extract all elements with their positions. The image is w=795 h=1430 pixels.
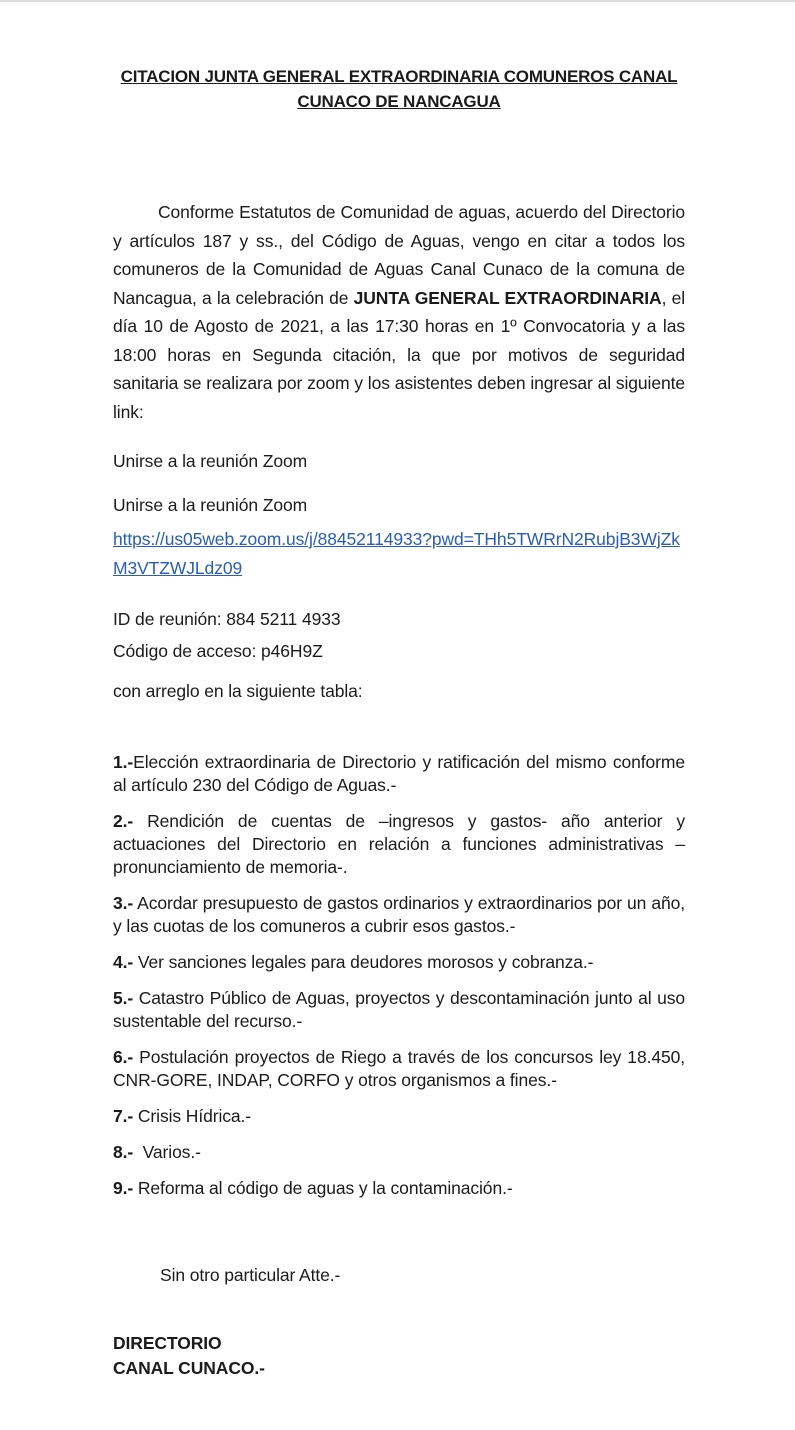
agenda-item-2 [113,810,685,879]
zoom-meeting-link[interactable]: https://us05web.zoom.us/j/88452114933?pwd=THh5TWRrN2RubjB3WjZkM3VTZWJLdz09 [113,529,680,578]
agenda-item-9 [113,1177,685,1200]
intro-text-before: Conforme Estatutos de Comunidad de aguas, acuerdo del Directorio y artículos 187 y ss., del Código de Aguas, vengo en citar a todos los comuneros de la Comunidad de Aguas Canal Cunaco de la comuna de Nancagua, a la celebración de [113,202,685,308]
agenda-item-number: 3.- [113,893,134,913]
intro-bold-phrase: JUNTA GENERAL EXTRAORDINARIA [353,287,662,308]
title-line-1: CITACION JUNTA GENERAL EXTRAORDINARIA COMUNEROS CANAL [120,67,678,86]
table-intro-line: con arreglo en la siguiente tabla: [113,681,363,701]
agenda-item-3 [113,892,685,938]
agenda-item-7 [113,1105,685,1128]
access-code-line: Código de acceso: p46H9Z [113,641,323,661]
agenda-item-4 [113,951,685,974]
zoom-invite-line-2: Unirse a la reunión Zoom [113,495,308,515]
zoom-link-paragraph [113,525,685,583]
agenda-item-text: Elección extraordinaria de Directorio y ratificación del mismo conforme al artículo 230 del Código de Aguas.- [113,752,685,795]
agenda-item-number: 9.- [113,1178,134,1198]
agenda-item-text: Crisis Hídrica.- [133,1106,252,1126]
title-line-2: CUNACO DE NANCAGUA [297,92,501,111]
agenda-item-text: Postulación proyectos de Riego a través de los concursos ley 18.450, CNR-GORE, INDAP, CORFO y otros organismos a fines.- [113,1047,685,1090]
closing-line: Sin otro particular Atte.- [160,1265,341,1285]
signature-block [113,1331,685,1381]
agenda-item-text: Varios.- [133,1142,201,1162]
agenda-item-number: 2.- [113,811,134,831]
agenda-item-5 [113,987,685,1033]
agenda-item-6 [113,1046,685,1092]
agenda-item-text: Ver sanciones legales para deudores morosos y cobranza.- [133,952,594,972]
meeting-id-line: ID de reunión: 884 5211 4933 [113,609,341,629]
agenda-item-1 [113,751,685,797]
page-top-edge [0,0,795,2]
agenda-list [113,751,685,1200]
intro-paragraph [113,198,685,426]
signature-line-2: CANAL CUNACO.- [113,1358,265,1378]
agenda-item-text: Rendición de cuentas de –ingresos y gastos- año anterior y actuaciones del Directorio en relación a funciones administrativas –pronunciamiento de memoria-. [113,811,685,877]
agenda-item-8 [113,1141,685,1164]
signature-line-1: DIRECTORIO [113,1333,222,1353]
agenda-item-number: 5.- [113,988,134,1008]
agenda-item-text: Catastro Público de Aguas, proyectos y descontaminación junto al uso sustentable del recurso.- [113,988,685,1031]
agenda-item-number: 7.- [113,1106,134,1126]
agenda-item-number: 8.- [113,1142,134,1162]
agenda-item-number: 4.- [113,952,134,972]
agenda-item-text: Reforma al código de aguas y la contaminación.- [133,1178,513,1198]
document-body [113,64,685,1381]
agenda-item-number: 6.- [113,1047,134,1067]
agenda-item-text: Acordar presupuesto de gastos ordinarios y extraordinarios por un año, y las cuotas de los comuneros a cubrir esos gastos.- [113,893,685,936]
zoom-invite-line-1: Unirse a la reunión Zoom [113,451,308,471]
intro-text-after: , el día 10 de Agosto de 2021, a las 17:30 horas en 1º Convocatoria y a las 18:00 horas en Segunda citación, la que por motivos de seguridad sanitaria se realizara por zoom y los asistentes deben ingresar al siguiente link: [113,287,685,422]
document-title [113,64,685,114]
agenda-item-number: 1.- [113,752,134,772]
